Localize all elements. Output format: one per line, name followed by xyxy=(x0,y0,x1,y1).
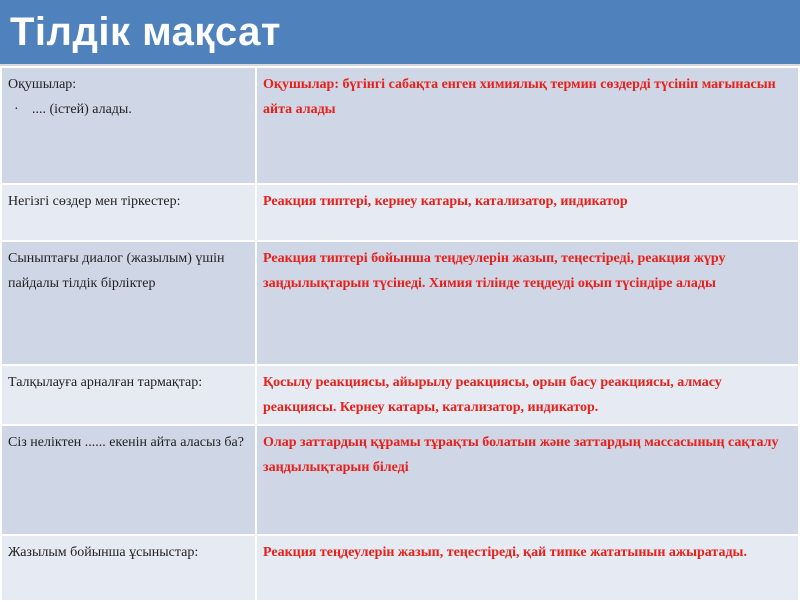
table-row xyxy=(1,184,799,241)
row-value: Олар заттардың құрамы тұрақты болатын және заттардың массасының сақталу заңдылықтарын біледі xyxy=(263,435,779,475)
row-value-cell xyxy=(256,365,799,425)
bullet-dot-icon: · xyxy=(14,102,19,117)
table-row xyxy=(1,241,799,365)
row-value-cell xyxy=(256,535,799,601)
title-bar xyxy=(0,0,800,66)
row-label: Негізгі сөздер мен тіркестер: xyxy=(8,194,181,209)
row-value: Оқушылар: бүгінгі сабақта енген химиялық термин сөздерді түсініп мағынасын айта алады xyxy=(263,77,776,117)
row-label-cell xyxy=(1,67,256,184)
slide-title: Тілдік мақсат xyxy=(10,10,281,54)
row-value-cell xyxy=(256,184,799,241)
row-value-cell xyxy=(256,67,799,184)
row-value: Реакция теңдеулерін жазып, теңестіреді, қай типке жататынын ажыратады. xyxy=(263,545,747,560)
row-label: Сыныптағы диалог (жазылым) үшін пайдалы тілдік бірліктер xyxy=(8,251,225,291)
table-row xyxy=(1,67,799,184)
row-label-cell xyxy=(1,365,256,425)
row-label: Сіз неліктен ...... екенін айта аласыз ба? xyxy=(8,435,244,450)
row-value: Қосылу реакциясы, айырылу реакциясы, орын басу реакциясы, алмасу реакциясы. Кернеу катары, катализатор, индикатор. xyxy=(263,375,722,415)
table-row xyxy=(1,535,799,601)
row-label-cell xyxy=(1,184,256,241)
row-label: Жазылым бойынша ұсыныстар: xyxy=(8,545,199,560)
row-value: Реакция типтері бойынша теңдеулерін жазып, теңестіреді, реакция жүру заңдылықтарын түсінеді. Химия тілінде теңдеуді оқып түсіндіре алады xyxy=(263,251,726,291)
row-label-cell xyxy=(1,241,256,365)
row-label: Оқушылар: xyxy=(8,77,77,92)
row-value-cell xyxy=(256,425,799,535)
row-value: Реакция типтері, кернеу катары, катализатор, индикатор xyxy=(263,194,628,209)
bullet-item xyxy=(8,97,249,122)
table-row xyxy=(1,425,799,535)
row-label-cell xyxy=(1,535,256,601)
language-goal-table xyxy=(0,66,800,602)
row-value-cell xyxy=(256,241,799,365)
table-row xyxy=(1,365,799,425)
row-label-cell xyxy=(1,425,256,535)
bullet-text: .... (істей) алады. xyxy=(32,102,132,117)
row-label: Талқылауға арналған тармақтар: xyxy=(8,375,203,390)
